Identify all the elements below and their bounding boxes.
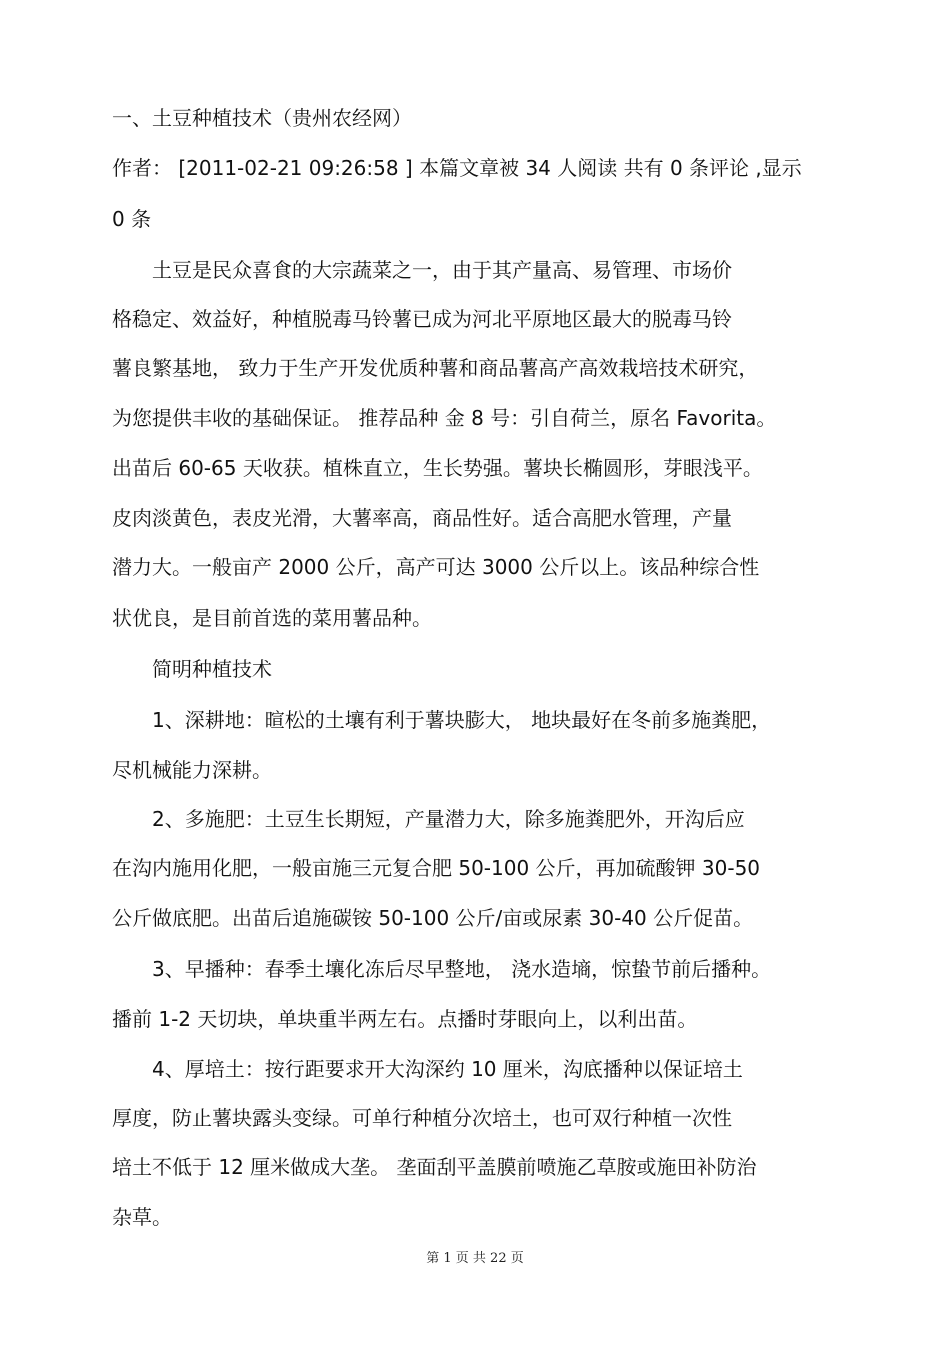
paragraph-line: 3、早播种：春季土壤化冻后尽早整地， 浇水造墒，惊蛰节前后播种。	[112, 957, 772, 981]
paragraph-line: 格稳定、效益好，种植脱毒马铃薯已成为河北平原地区最大的脱毒马铃	[112, 307, 732, 331]
section-heading: 一、土豆种植技术（贵州农经网）	[112, 106, 412, 130]
paragraph-line: 杂草。	[112, 1205, 172, 1229]
paragraph-line: 潜力大。一般亩产 2000 公斤，高产可达 3000 公斤以上。该品种综合性	[112, 555, 760, 579]
article-meta-line: 0 条	[112, 207, 152, 231]
page-number-footer: 第 1 页 共 22 页	[426, 1251, 524, 1266]
paragraph-line: 土豆是民众喜食的大宗蔬菜之一，由于其产量高、易管理、市场价	[112, 258, 732, 282]
paragraph-line: 状优良，是目前首选的菜用薯品种。	[112, 606, 432, 630]
article-meta-line: 作者： [2011-02-21 09:26:58 ] 本篇文章被 34 人阅读 共有 0 条评论 ,显示	[112, 156, 802, 180]
paragraph-line: 厚度，防止薯块露头变绿。可单行种植分次培土，也可双行种植一次性	[112, 1106, 732, 1130]
subsection-heading: 简明种植技术	[112, 657, 272, 681]
paragraph-line: 皮肉淡黄色，表皮光滑，大薯率高，商品性好。适合高肥水管理，产量	[112, 506, 732, 530]
paragraph-line: 4、厚培土：按行距要求开大沟深约 10 厘米，沟底播种以保证培土	[112, 1057, 743, 1081]
paragraph-line: 1、深耕地：暄松的土壤有利于薯块膨大， 地块最好在冬前多施粪肥，	[112, 708, 772, 732]
paragraph-line: 公斤做底肥。出苗后追施碳铵 50-100 公斤/亩或尿素 30-40 公斤促苗。	[112, 906, 754, 930]
paragraph-line: 尽机械能力深耕。	[112, 758, 272, 782]
paragraph-line: 为您提供丰收的基础保证。 推荐品种 金 8 号：引自荷兰，原名 Favorita。	[112, 406, 777, 430]
paragraph-line: 播前 1-2 天切块，单块重半两左右。点播时芽眼向上，以利出苗。	[112, 1007, 698, 1031]
paragraph-line: 出苗后 60-65 天收获。植株直立，生长势强。薯块长椭圆形，芽眼浅平。	[112, 456, 763, 480]
paragraph-line: 在沟内施用化肥，一般亩施三元复合肥 50-100 公斤，再加硫酸钾 30-50	[112, 856, 761, 880]
paragraph-line: 薯良繁基地， 致力于生产开发优质种薯和商品薯高产高效栽培技术研究，	[112, 356, 759, 380]
paragraph-line: 2、多施肥：土豆生长期短，产量潜力大，除多施粪肥外，开沟后应	[112, 807, 745, 831]
paragraph-line: 培土不低于 12 厘米做成大垄。 垄面刮平盖膜前喷施乙草胺或施田补防治	[112, 1155, 757, 1179]
